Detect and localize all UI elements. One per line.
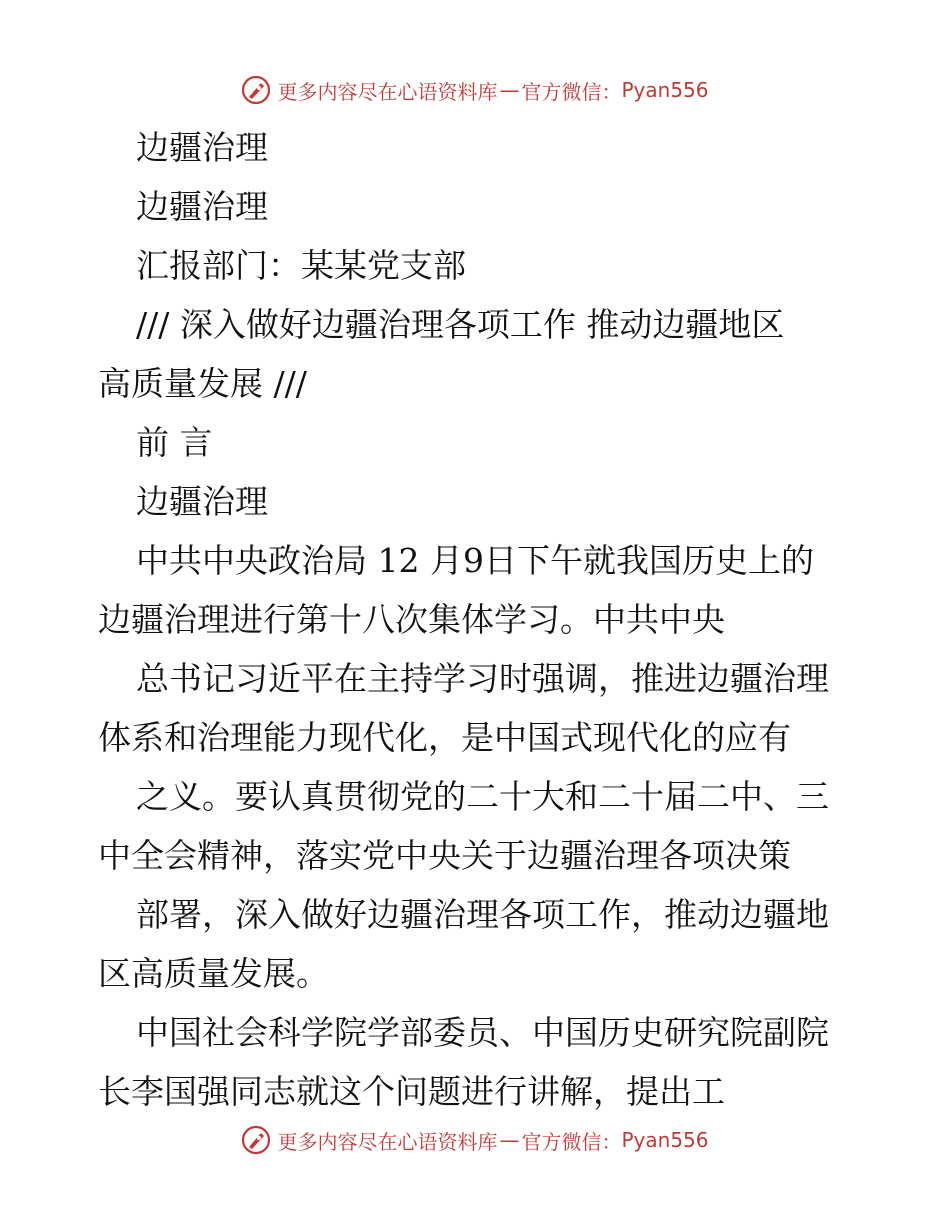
banner-text: 更多内容尽在心语资料库 (277, 1129, 498, 1154)
text-line: 总书记习近平在主持学习时强调，推进边疆治理 (136, 659, 829, 698)
document-body (98, 118, 858, 1121)
text-line: 之义。要认真贯彻党的二十大和二十届二中、三 (136, 777, 829, 816)
text-line: 边疆治理 (136, 187, 268, 226)
text-line: 区高质量发展。 (98, 954, 329, 993)
text-line: 前 言 (136, 423, 213, 462)
banner-separator: — (499, 78, 520, 102)
text-line: 边疆治理 (136, 482, 268, 521)
text-line: 部署，深入做好边疆治理各项工作，推动边疆地 (136, 895, 829, 934)
banner-wechat-label: 官方微信： (521, 1129, 622, 1154)
text-line: 长李国强同志就这个问题进行讲解，提出工 (98, 1072, 725, 1111)
pen-logo-icon (241, 75, 271, 105)
footer-banner (0, 1120, 950, 1160)
text-line: 高质量发展 /// (98, 364, 307, 403)
text-line: 中全会精神，落实党中央关于边疆治理各项决策 (98, 836, 791, 875)
text-line: 边疆治理进行第十八次集体学习。中共中央 (98, 600, 725, 639)
banner-separator: — (499, 1128, 520, 1152)
text-line: 中国社会科学院学部委员、中国历史研究院副院 (136, 1013, 829, 1052)
text-line: /// 深入做好边疆治理各项工作 推动边疆地区 (136, 305, 785, 344)
banner-text: 更多内容尽在心语资料库 (277, 79, 498, 104)
text-line: 体系和治理能力现代化，是中国式现代化的应有 (98, 718, 791, 757)
banner-wechat-id: Pyan556 (621, 78, 709, 102)
banner-wechat-id: Pyan556 (621, 1128, 709, 1152)
text-line: 中共中央政治局 12 月9日下午就我国历史上的 (136, 541, 814, 580)
pen-logo-icon (241, 1125, 271, 1155)
text-line: 汇报部门：某某党支部 (136, 246, 466, 285)
text-line: 边疆治理 (136, 128, 268, 167)
banner-wechat-label: 官方微信： (521, 79, 622, 104)
header-banner (0, 70, 950, 110)
